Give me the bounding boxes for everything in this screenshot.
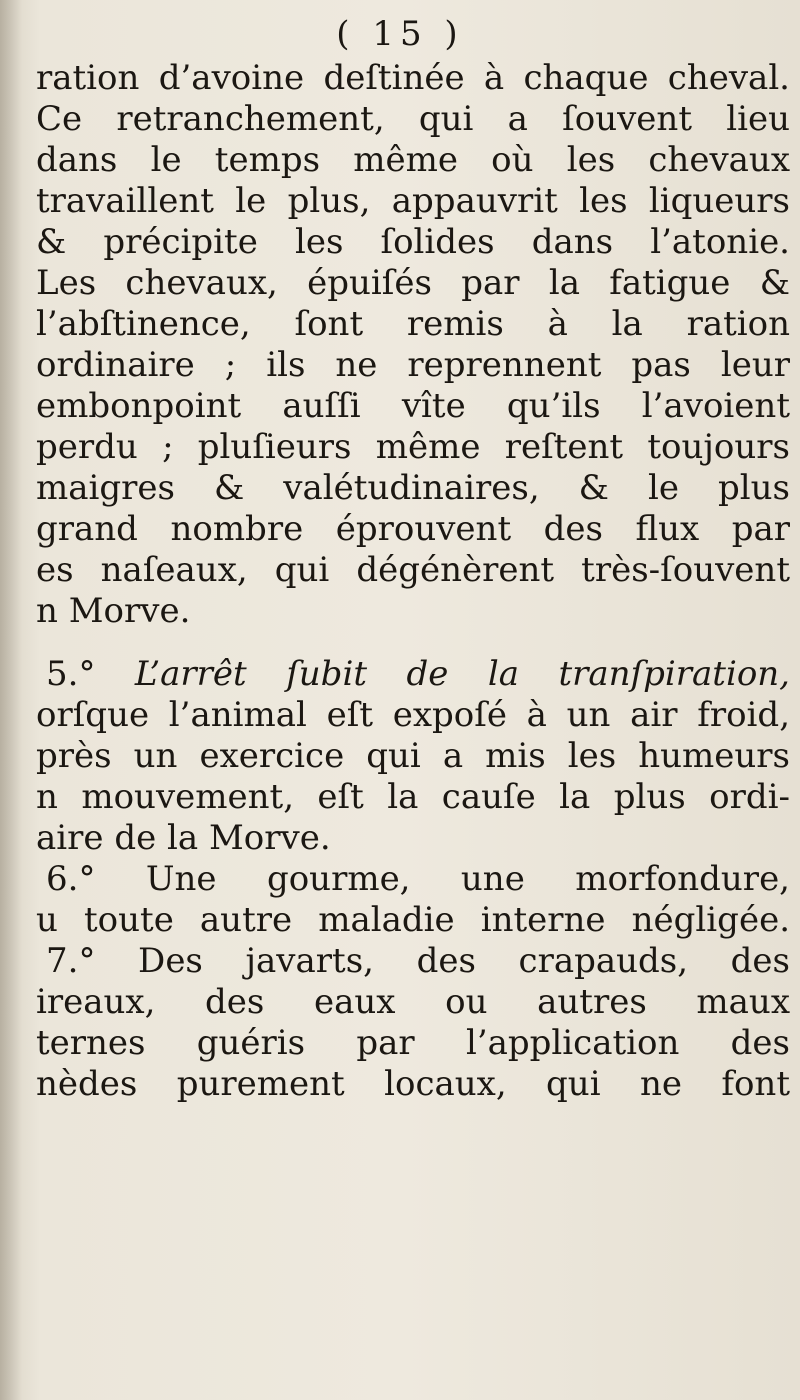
text-line: 7.° Des javarts, des crapauds, des — [46, 941, 790, 981]
text-line: ordinaire ; ils ne reprennent pas leur — [36, 345, 790, 385]
text-line: Ce retranchement, qui a ſouvent lieu — [36, 99, 790, 139]
page-number: ( 15 ) — [336, 14, 464, 54]
page-text — [36, 58, 790, 1105]
text-line: es naſeaux, qui dégénèrent très-ſouvent — [36, 550, 790, 590]
text-line: près un exercice qui a mis les humeurs — [36, 736, 790, 776]
text-line: ternes guéris par l’application des — [36, 1023, 790, 1063]
section-title: L’arrêt ſubit de la tranſpiration, — [134, 654, 790, 694]
text-line: Les chevaux, épuiſés par la fatigue & — [36, 263, 790, 303]
paragraph-gap — [36, 632, 790, 654]
text-line: l’abſtinence, ſont remis à la ration — [36, 304, 790, 344]
text-line: embonpoint auſſi vîte qu’ils l’avoient — [36, 386, 790, 426]
text-line: maigres & valétudinaires, & le plus — [36, 468, 790, 508]
text-line: n mouvement, eſt la cauſe la plus ordi- — [36, 777, 790, 817]
text-line: grand nombre éprouvent des flux par — [36, 509, 790, 549]
text-line: 6.° Une gourme, une morfondure, — [46, 859, 790, 899]
text-line: travaillent le plus, appauvrit les liqueurs — [36, 181, 790, 221]
text-line: orſque l’animal eſt expoſé à un air froid, — [36, 695, 790, 735]
section-heading — [36, 654, 790, 695]
gutter-shadow — [0, 0, 22, 1400]
text-line: nèdes purement locaux, qui ne font — [36, 1064, 790, 1104]
text-line: dans le temps même où les chevaux — [36, 140, 790, 180]
text-line: ration d’avoine deſtinée à chaque cheval. — [36, 58, 790, 98]
text-line: ireaux, des eaux ou autres maux — [36, 982, 790, 1022]
text-line: aire de la Morve. — [36, 818, 331, 858]
text-line: u toute autre maladie interne négligée. — [36, 900, 790, 940]
text-line: & précipite les ſolides dans l’atonie. — [36, 222, 790, 262]
text-line: n Morve. — [36, 591, 191, 631]
text-line: perdu ; pluſieurs même reſtent toujours — [36, 427, 790, 467]
section-number: 5.° — [46, 654, 135, 694]
